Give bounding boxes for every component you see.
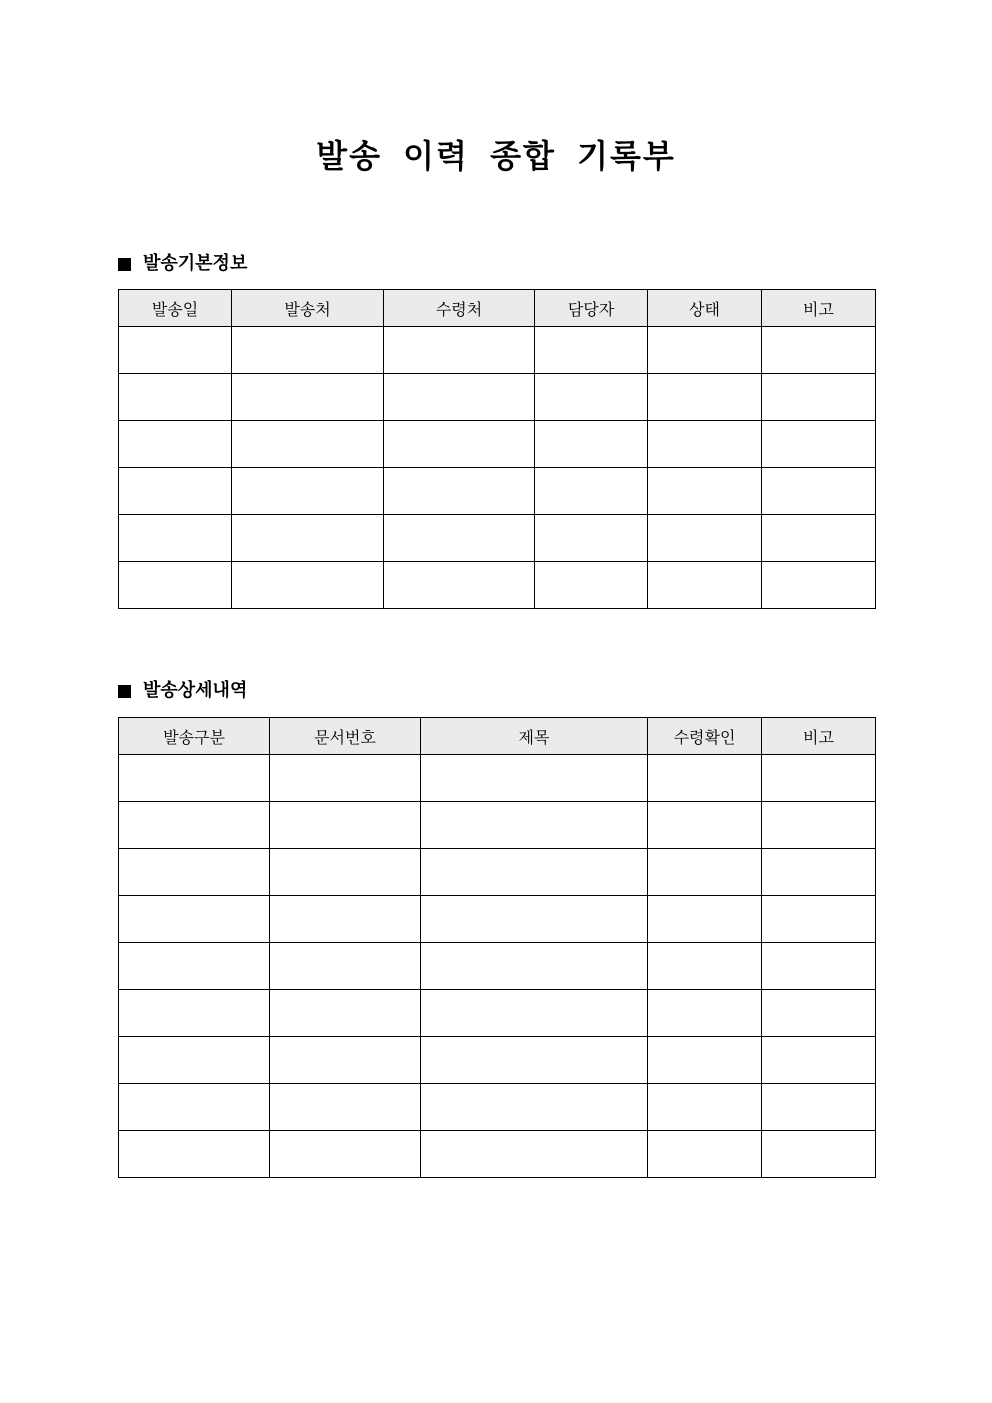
table-cell[interactable]	[648, 896, 762, 943]
table-cell[interactable]	[648, 468, 762, 515]
table-header-row	[119, 290, 876, 327]
table-cell[interactable]	[535, 468, 648, 515]
table-cell[interactable]	[535, 374, 648, 421]
column-header: 발송일	[119, 290, 232, 327]
table-cell[interactable]	[384, 515, 535, 562]
table-cell[interactable]	[119, 515, 232, 562]
table-cell[interactable]	[648, 1084, 762, 1131]
section-heading-label: 발송기본정보	[143, 253, 248, 274]
table-cell[interactable]	[270, 896, 421, 943]
table-cell[interactable]	[535, 327, 648, 374]
table-cell[interactable]	[648, 1131, 762, 1178]
table-cell[interactable]	[421, 849, 648, 896]
table-cell[interactable]	[535, 421, 648, 468]
table-cell[interactable]	[119, 755, 270, 802]
table-cell[interactable]	[232, 515, 384, 562]
table-row	[119, 755, 876, 802]
column-header: 제목	[421, 718, 648, 755]
table-cell[interactable]	[421, 1084, 648, 1131]
document-title: 발송 이력 종합 기록부	[316, 137, 676, 175]
table-row	[119, 1084, 876, 1131]
table-cell[interactable]	[119, 849, 270, 896]
table-cell[interactable]	[119, 802, 270, 849]
table-header-row	[119, 718, 876, 755]
table-cell[interactable]	[270, 1037, 421, 1084]
section-heading-detail	[118, 678, 247, 704]
table-cell[interactable]	[119, 374, 232, 421]
column-header: 상태	[648, 290, 762, 327]
table-cell[interactable]	[762, 1131, 876, 1178]
table-cell[interactable]	[232, 327, 384, 374]
table-row	[119, 1131, 876, 1178]
table-cell[interactable]	[762, 896, 876, 943]
basic-info-table	[118, 289, 876, 609]
table-cell[interactable]	[384, 327, 535, 374]
table-row	[119, 1037, 876, 1084]
table-cell[interactable]	[648, 562, 762, 609]
section-heading-label: 발송상세내역	[143, 680, 248, 701]
table-cell[interactable]	[119, 562, 232, 609]
table-row	[119, 849, 876, 896]
square-bullet-icon	[118, 685, 131, 698]
table-cell[interactable]	[421, 896, 648, 943]
table-cell[interactable]	[648, 802, 762, 849]
table-row	[119, 802, 876, 849]
table-row	[119, 896, 876, 943]
table-cell[interactable]	[762, 943, 876, 990]
table-cell[interactable]	[119, 943, 270, 990]
column-header: 비고	[762, 718, 876, 755]
table-cell[interactable]	[232, 374, 384, 421]
table-cell[interactable]	[762, 374, 876, 421]
table-cell[interactable]	[119, 1084, 270, 1131]
table-row	[119, 943, 876, 990]
table-cell[interactable]	[384, 421, 535, 468]
table-cell[interactable]	[384, 374, 535, 421]
table-cell[interactable]	[232, 468, 384, 515]
table-cell[interactable]	[648, 1037, 762, 1084]
table-cell[interactable]	[270, 849, 421, 896]
table-cell[interactable]	[270, 802, 421, 849]
square-bullet-icon	[118, 258, 131, 271]
table-cell[interactable]	[648, 374, 762, 421]
column-header: 수령확인	[648, 718, 762, 755]
table-cell[interactable]	[384, 562, 535, 609]
table-row	[119, 562, 876, 609]
table-cell[interactable]	[232, 562, 384, 609]
table-cell[interactable]	[762, 1037, 876, 1084]
table-cell[interactable]	[762, 1084, 876, 1131]
table-cell[interactable]	[119, 1037, 270, 1084]
table-cell[interactable]	[762, 990, 876, 1037]
table-cell[interactable]	[270, 943, 421, 990]
column-header: 수령처	[384, 290, 535, 327]
table-row	[119, 327, 876, 374]
table-cell[interactable]	[119, 896, 270, 943]
table-cell[interactable]	[270, 1084, 421, 1131]
table-cell[interactable]	[421, 1037, 648, 1084]
table-cell[interactable]	[648, 755, 762, 802]
table-cell[interactable]	[762, 327, 876, 374]
table-cell[interactable]	[119, 468, 232, 515]
table-cell[interactable]	[535, 562, 648, 609]
table-cell[interactable]	[119, 990, 270, 1037]
table-cell[interactable]	[648, 849, 762, 896]
table-cell[interactable]	[119, 327, 232, 374]
column-header: 발송처	[232, 290, 384, 327]
column-header: 비고	[762, 290, 876, 327]
table-row	[119, 374, 876, 421]
table-row	[119, 468, 876, 515]
table-cell[interactable]	[119, 421, 232, 468]
table-cell[interactable]	[270, 1131, 421, 1178]
table-cell[interactable]	[119, 1131, 270, 1178]
table-cell[interactable]	[762, 849, 876, 896]
table-cell[interactable]	[421, 755, 648, 802]
section-heading-basic-info	[118, 251, 247, 277]
table-cell[interactable]	[232, 421, 384, 468]
table-row	[119, 990, 876, 1037]
table-cell[interactable]	[421, 1131, 648, 1178]
table-row	[119, 421, 876, 468]
table-cell[interactable]	[421, 990, 648, 1037]
table-cell[interactable]	[762, 562, 876, 609]
table-cell[interactable]	[421, 802, 648, 849]
table-cell[interactable]	[648, 421, 762, 468]
table-cell[interactable]	[384, 468, 535, 515]
table-cell[interactable]	[648, 943, 762, 990]
table-cell[interactable]	[648, 990, 762, 1037]
table-cell[interactable]	[762, 802, 876, 849]
table-cell[interactable]	[762, 468, 876, 515]
column-header: 담당자	[535, 290, 648, 327]
table-cell[interactable]	[270, 755, 421, 802]
table-cell[interactable]	[762, 421, 876, 468]
table-row	[119, 515, 876, 562]
table-cell[interactable]	[762, 515, 876, 562]
column-header: 발송구분	[119, 718, 270, 755]
table-cell[interactable]	[421, 943, 648, 990]
table-cell[interactable]	[270, 990, 421, 1037]
table-cell[interactable]	[762, 755, 876, 802]
table-cell[interactable]	[535, 515, 648, 562]
table-cell[interactable]	[648, 327, 762, 374]
table-cell[interactable]	[648, 515, 762, 562]
column-header: 문서번호	[270, 718, 421, 755]
detail-table	[118, 717, 876, 1178]
